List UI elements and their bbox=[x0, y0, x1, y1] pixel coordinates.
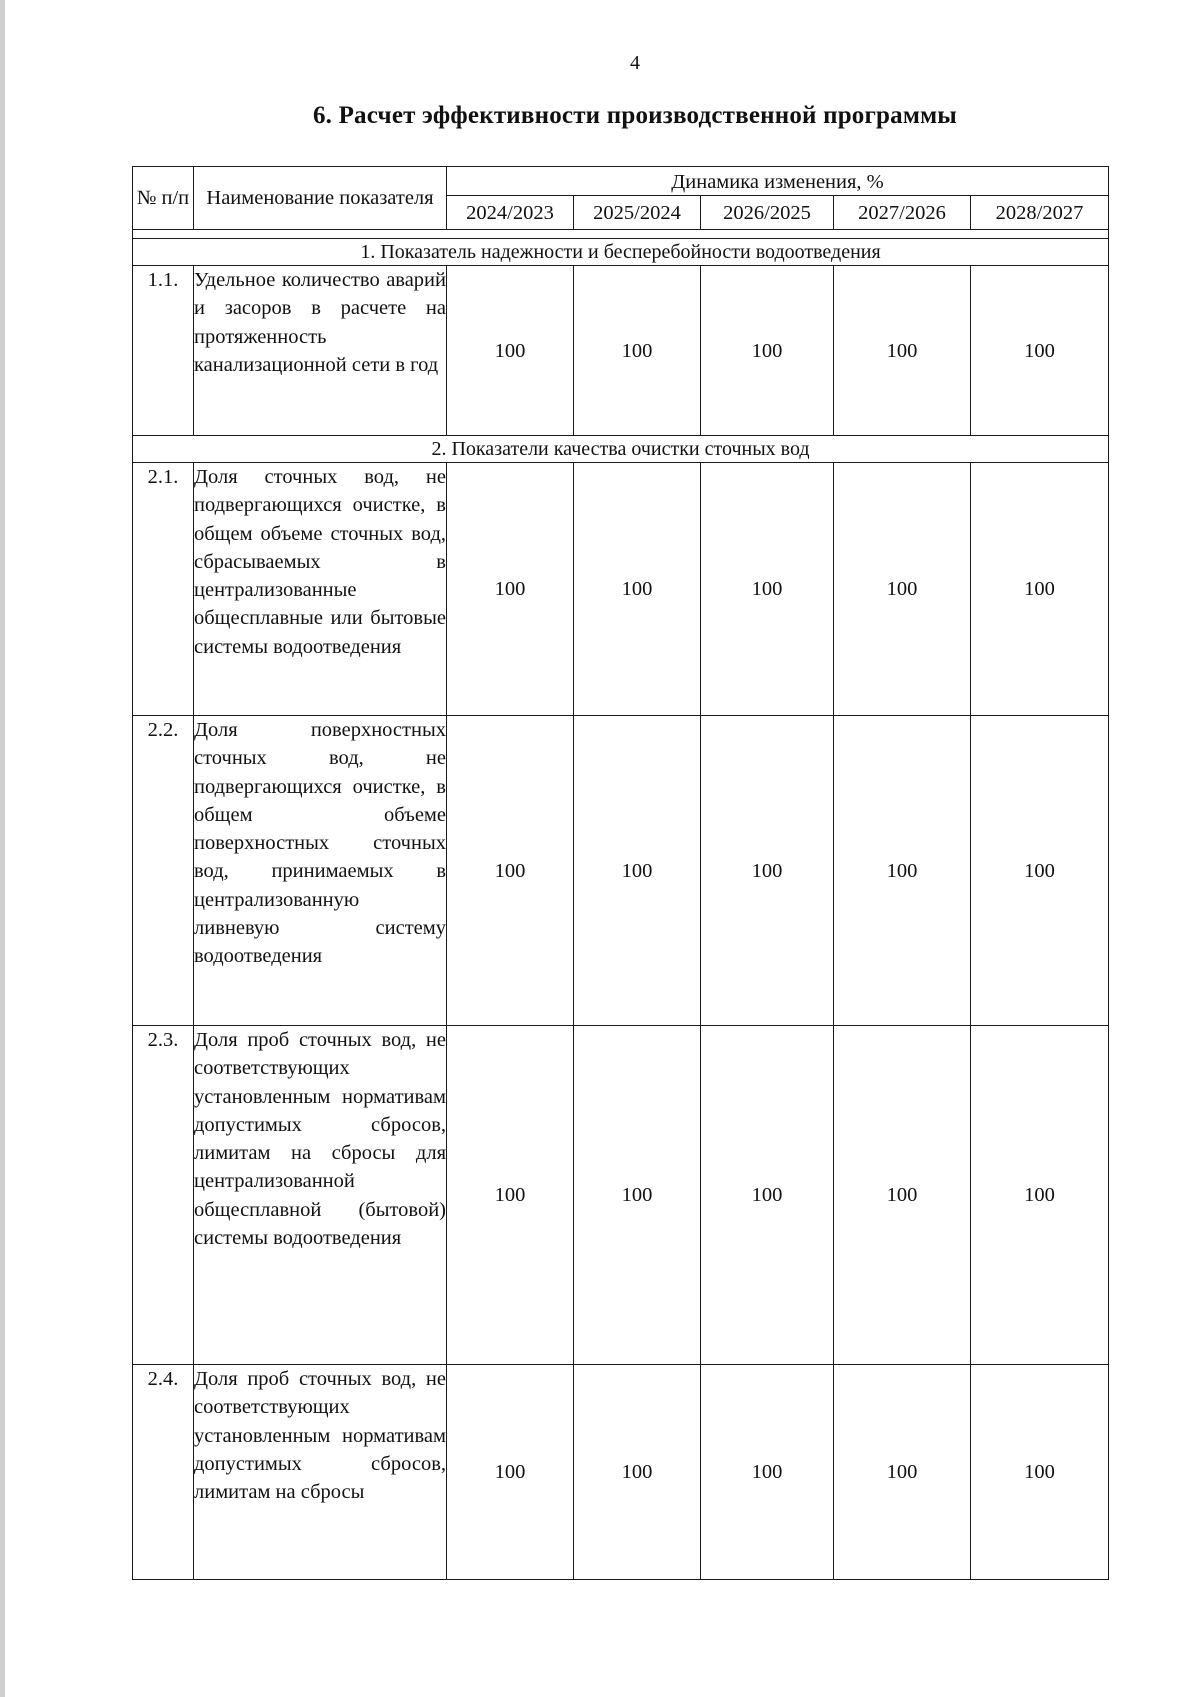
value-cell: 100 bbox=[574, 716, 701, 1026]
value-cell: 100 bbox=[574, 1365, 701, 1580]
header-dynamics: Динамика изменения, % bbox=[447, 167, 1109, 196]
value-cell: 100 bbox=[701, 716, 834, 1026]
value-cell: 100 bbox=[574, 266, 701, 436]
value-cell: 100 bbox=[701, 266, 834, 436]
indicator-name: Доля проб сточных вод, не соответствующих установленным нормативам допустимых сбросов, лимитам на сбросы bbox=[194, 1365, 447, 1580]
value-cell: 100 bbox=[447, 1026, 574, 1365]
section-title: 2. Показатели качества очистки сточных вод bbox=[133, 436, 1109, 463]
value-cell: 100 bbox=[834, 1365, 971, 1580]
table-row bbox=[133, 463, 1109, 716]
value-cell: 100 bbox=[701, 1026, 834, 1365]
row-number: 2.3. bbox=[133, 1026, 194, 1365]
table-row bbox=[133, 1365, 1109, 1580]
page-number: 4 bbox=[630, 52, 640, 74]
table-row bbox=[133, 1026, 1109, 1365]
value-cell: 100 bbox=[971, 463, 1109, 716]
header-year: 2025/2024 bbox=[574, 196, 701, 230]
scan-edge bbox=[0, 0, 5, 1697]
value-cell: 100 bbox=[834, 1026, 971, 1365]
value-cell: 100 bbox=[971, 716, 1109, 1026]
row-number: 1.1. bbox=[133, 266, 194, 436]
value-cell: 100 bbox=[834, 716, 971, 1026]
section-row bbox=[133, 239, 1109, 266]
table-row bbox=[133, 716, 1109, 1026]
value-cell: 100 bbox=[834, 463, 971, 716]
indicator-name: Доля проб сточных вод, не соответствующих установленным нормативам допустимых сбросов, лимитам на сбросы для централизованной общесплавной (бытовой) системы водоотведения bbox=[194, 1026, 447, 1365]
value-cell: 100 bbox=[701, 1365, 834, 1580]
section-title: 1. Показатель надежности и бесперебойности водоотведения bbox=[133, 239, 1109, 266]
section-row bbox=[133, 436, 1109, 463]
value-cell: 100 bbox=[574, 463, 701, 716]
value-cell: 100 bbox=[574, 1026, 701, 1365]
indicator-name: Удельное количество аварий и засоров в расчете на протяженность канализационной сети в год bbox=[194, 266, 447, 436]
value-cell: 100 bbox=[447, 716, 574, 1026]
row-number: 2.4. bbox=[133, 1365, 194, 1580]
indicator-name: Доля сточных вод, не подвергающихся очистке, в общем объеме сточных вод, сбрасываемых в централизованные общесплавные или бытовые системы водоотведения bbox=[194, 463, 447, 716]
page-title: 6. Расчет эффективности производственной программы bbox=[312, 102, 958, 129]
value-cell: 100 bbox=[701, 463, 834, 716]
value-cell: 100 bbox=[971, 266, 1109, 436]
header-year: 2027/2026 bbox=[834, 196, 971, 230]
header-year: 2026/2025 bbox=[701, 196, 834, 230]
value-cell: 100 bbox=[447, 1365, 574, 1580]
header-year: 2028/2027 bbox=[971, 196, 1109, 230]
indicator-name: Доля поверхностных сточных вод, не подвергающихся очистке, в общем объеме поверхностных сточных вод, принимаемых в централизованную ливневую систему водоотведения bbox=[194, 716, 447, 1026]
value-cell: 100 bbox=[971, 1026, 1109, 1365]
row-number: 2.1. bbox=[133, 463, 194, 716]
spacer-row bbox=[133, 230, 1109, 239]
value-cell: 100 bbox=[447, 266, 574, 436]
efficiency-table bbox=[132, 166, 1109, 1580]
value-cell: 100 bbox=[834, 266, 971, 436]
row-number: 2.2. bbox=[133, 716, 194, 1026]
value-cell: 100 bbox=[447, 463, 574, 716]
header-num: № п/п bbox=[133, 167, 194, 230]
table-row bbox=[133, 266, 1109, 436]
header-name: Наименование показателя bbox=[194, 167, 447, 230]
header-year: 2024/2023 bbox=[447, 196, 574, 230]
value-cell: 100 bbox=[971, 1365, 1109, 1580]
